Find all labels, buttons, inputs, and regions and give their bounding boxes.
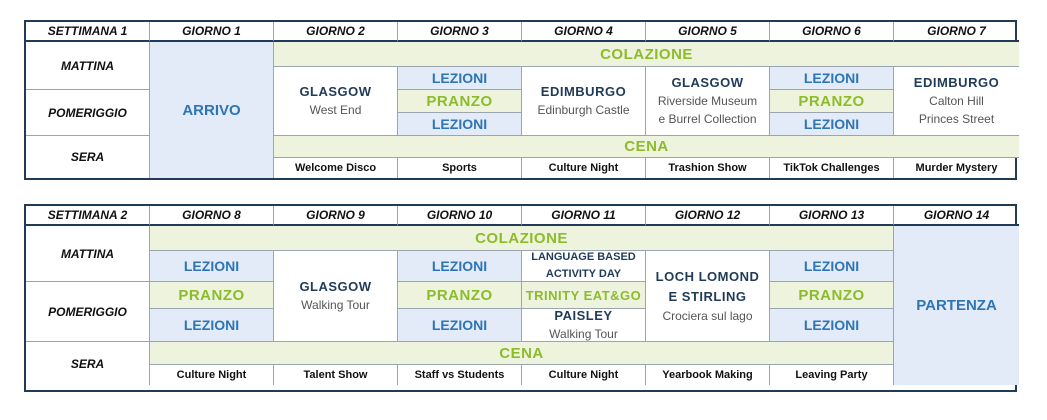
row-label-morning: MATTINA <box>26 226 150 282</box>
breakfast-band: COLAZIONE <box>150 226 894 251</box>
evening-activity: Welcome Disco <box>274 158 398 178</box>
row-label-afternoon: POMERIGGIO <box>26 282 150 342</box>
day-header: GIORNO 6 <box>770 22 894 42</box>
departure-cell: PARTENZA <box>894 226 1019 385</box>
activity: e Burrel Collection <box>658 112 757 126</box>
day-header: GIORNO 2 <box>274 22 398 42</box>
activity: Walking Tour <box>301 298 370 312</box>
evening-activity: Murder Mystery <box>915 162 998 174</box>
evening-activity: Culture Night <box>150 365 274 385</box>
excursion-cell <box>894 67 1019 136</box>
row-label-evening: SERA <box>26 136 150 178</box>
destination: LOCH LOMOND <box>655 269 760 284</box>
evening-activity: Culture Night <box>522 158 646 178</box>
week-header: SETTIMANA 2 <box>26 206 150 226</box>
excursion-cell <box>646 251 770 342</box>
evening-activity: Sports <box>398 158 522 178</box>
week-1-schedule-table <box>24 20 1017 180</box>
row-label-morning: MATTINA <box>26 42 150 90</box>
lunch-cell: PRANZO <box>770 90 894 113</box>
day-header: GIORNO 11 <box>522 206 646 226</box>
lessons-cell: LEZIONI <box>398 67 522 90</box>
excursion-cell <box>522 309 646 342</box>
arrival-cell: ARRIVO <box>150 42 274 178</box>
lessons-cell: LEZIONI <box>398 113 522 136</box>
day-header: GIORNO 10 <box>398 206 522 226</box>
excursion-cell <box>522 67 646 136</box>
activity-day-line: LANGUAGE BASED <box>531 251 636 263</box>
lunch-cell: TRINITY EAT&GO <box>522 282 646 309</box>
lessons-cell: LEZIONI <box>150 309 274 342</box>
lunch-cell: PRANZO <box>770 282 894 309</box>
day-header: GIORNO 1 <box>150 22 274 42</box>
evening-activity: Talent Show <box>274 365 398 385</box>
destination: GLASGOW <box>299 84 372 99</box>
day-header: GIORNO 14 <box>894 206 1019 226</box>
lunch-cell: PRANZO <box>150 282 274 309</box>
day-header: GIORNO 12 <box>646 206 770 226</box>
row-label-afternoon: POMERIGGIO <box>26 90 150 136</box>
lessons-cell: LEZIONI <box>770 113 894 136</box>
activity: Edinburgh Castle <box>537 103 630 117</box>
evening-activity: Trashion Show <box>646 158 770 178</box>
activity: Riverside Museum <box>657 94 758 108</box>
day-header: GIORNO 3 <box>398 22 522 42</box>
day-header: GIORNO 13 <box>770 206 894 226</box>
destination: E STIRLING <box>668 289 747 304</box>
dinner-band: CENA <box>274 136 1019 158</box>
excursion-cell <box>274 251 398 342</box>
lunch-cell: PRANZO <box>398 90 522 113</box>
destination: EDIMBURGO <box>540 84 627 99</box>
day-header: GIORNO 9 <box>274 206 398 226</box>
dinner-band: CENA <box>150 342 894 365</box>
evening-activity: Leaving Party <box>770 365 894 385</box>
week-header: SETTIMANA 1 <box>26 22 150 42</box>
activity: Walking Tour <box>549 327 618 341</box>
destination: PAISLEY <box>554 309 613 323</box>
excursion-cell <box>646 67 770 136</box>
evening-activity: Staff vs Students <box>398 365 522 385</box>
day-header: GIORNO 8 <box>150 206 274 226</box>
lunch-cell: PRANZO <box>398 282 522 309</box>
destination: GLASGOW <box>299 279 372 294</box>
row-label-evening: SERA <box>26 342 150 385</box>
activity-day-line: ACTIVITY DAY <box>545 268 622 280</box>
lessons-cell: LEZIONI <box>150 251 274 282</box>
day-header: GIORNO 7 <box>894 22 1019 42</box>
lessons-cell: LEZIONI <box>770 251 894 282</box>
day-header: GIORNO 4 <box>522 22 646 42</box>
lessons-cell: LEZIONI <box>770 309 894 342</box>
evening-activity: TikTok Challenges <box>770 158 894 178</box>
activity-day-cell <box>522 251 646 282</box>
evening-activity: Yearbook Making <box>646 365 770 385</box>
week-2-schedule-table <box>24 204 1017 392</box>
activity: West End <box>309 103 362 117</box>
destination: EDIMBURGO <box>913 75 1000 90</box>
excursion-cell <box>274 67 398 136</box>
lessons-cell: LEZIONI <box>398 251 522 282</box>
day-header: GIORNO 5 <box>646 22 770 42</box>
lessons-cell: LEZIONI <box>770 67 894 90</box>
activity: Calton Hill <box>929 94 984 108</box>
activity: Princes Street <box>918 112 995 126</box>
lessons-cell: LEZIONI <box>398 309 522 342</box>
evening-activity: Culture Night <box>522 365 646 385</box>
activity: Crociera sul lago <box>662 309 753 323</box>
breakfast-band: COLAZIONE <box>274 42 1019 67</box>
destination: GLASGOW <box>671 75 744 90</box>
